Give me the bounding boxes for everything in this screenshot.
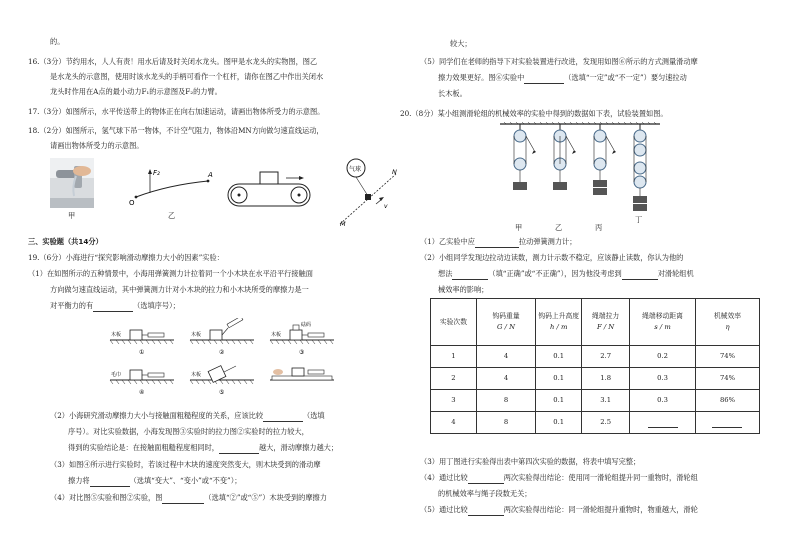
q18-line2: 请画出物体所受力的示意图。 (50, 141, 144, 150)
q19-3-text-a: 擦力将 (68, 476, 90, 485)
q19-3-line2 (68, 475, 241, 487)
pulley-label-ding: 丁 (635, 215, 643, 224)
q19-5-text-b: （选填“一定”或“不一定”）要匀速拉动 (564, 73, 687, 82)
table-row (431, 390, 760, 412)
cell: 8 (476, 412, 535, 434)
pulley-yi (553, 124, 576, 190)
q19-4-text-b: （选填“②”或“⑤”）木块受到的摩擦力 (204, 493, 327, 502)
pulley-label-bing: 丙 (595, 223, 603, 232)
cell: 0.2 (630, 346, 696, 368)
continuation-line-right: 较大； (450, 39, 472, 48)
answer-blank-q19-1[interactable] (93, 300, 133, 312)
q20-5-text-a: （5）通过比较 (420, 505, 468, 514)
svg-text:①: ① (139, 349, 145, 356)
table-row (431, 412, 760, 434)
q20-title: 20.（8分）某小组测滑轮组的机械效率的实验中得到的数据如下表，试验装置如图。 (400, 109, 668, 118)
q20-1-line (420, 236, 576, 248)
q20-5-text-b: 两次实验得出结论：同一滑轮组提升重物时，物重越大，滑轮 (503, 505, 698, 514)
svg-text:毛巾: 毛巾 (111, 372, 122, 378)
fig-label-yi: 乙 (168, 211, 176, 220)
cell: 2 (431, 368, 477, 390)
cell: 1.8 (582, 368, 630, 390)
fig2 (190, 318, 254, 356)
label-O: O (129, 199, 135, 205)
q19-2-line2: 序号）。对比实验数据，小海发现图③实验时的拉力图②实验时的拉力较大， (68, 427, 309, 436)
q20-2-line3: 械效率的影响； (438, 285, 489, 294)
answer-cell-efficiency[interactable] (695, 412, 759, 434)
cell: 0.1 (536, 390, 582, 412)
pulley-figures (500, 122, 660, 222)
label-F2: F₂ (153, 169, 160, 177)
faucet-photo (50, 158, 94, 208)
answer-blank-q19-4[interactable] (162, 492, 204, 504)
cell: 1 (431, 346, 477, 368)
fig1 (110, 330, 174, 356)
cell: 74% (695, 368, 759, 390)
q19-2-text-b: （选填 (303, 411, 325, 420)
q19-title: 19.（6分）小海进行“探究影响滑动摩擦力大小的因素”实验： (28, 253, 224, 262)
label-N: N (392, 168, 397, 176)
q19-2-line3 (68, 442, 338, 454)
cell: 4 (431, 412, 477, 434)
q17-text: 17.（3分）如图所示，水平传送带上的物体正在向右加速运动，请画出物体所受力的示意图。 (28, 107, 325, 116)
pulley-label-jia: 甲 (515, 223, 523, 232)
cell: 3 (431, 390, 477, 412)
svg-text:木板: 木板 (111, 332, 122, 338)
q20-2-line2 (438, 268, 694, 280)
answer-blank-q20-4[interactable] (468, 472, 504, 484)
q16-line1: 16.（3分）节约用水，人人有责！用水后请及时关闭水龙头。图甲是水龙头的实物图，图乙 (28, 57, 318, 66)
q19-4-text-a: （4）对比图⑤实验和图②实验，图 (50, 493, 163, 502)
answer-blank-q20-2b[interactable] (622, 268, 658, 280)
q20-1-text-b: 拉动弹簧测力计； (518, 237, 577, 246)
cell: 86% (695, 390, 759, 412)
svg-text:木板: 木板 (191, 372, 202, 378)
q19-3-line1: （3）如图④所示进行实验时，若该过程中木块的速度突然变大，则木块受到的滑动摩 (50, 460, 321, 469)
cell: 0.3 (630, 368, 696, 390)
answer-blank-q19-3[interactable] (90, 475, 130, 487)
q19-1-line1: （1）在如图所示的五种情景中，小海用弹簧测力计拉着同一个小木块在水平沿平行接触面 (28, 269, 313, 278)
label-v: v (384, 203, 388, 210)
cell: 0.1 (536, 368, 582, 390)
continuation-line: 的。 (50, 37, 65, 46)
balloon-diagram (338, 156, 398, 228)
svg-text:木板: 木板 (191, 332, 202, 338)
cell: 0.1 (536, 346, 582, 368)
q16-line3: 龙头时作用在A点的最小动力F₁的示意图及F₂的力臂。 (50, 87, 222, 96)
q20-4-line2: 的机械效率与绳子段数无关； (438, 489, 532, 498)
q19-4-line1 (50, 492, 327, 504)
th-distance: 绳端移动距离 s / m (630, 299, 696, 346)
q20-4-text-a: （4）通过比较 (420, 473, 468, 482)
q19-1-text-b: （选填序号）； (133, 301, 180, 310)
friction-figures (108, 318, 338, 398)
cell: 3.1 (582, 390, 630, 412)
pulley-bing (593, 124, 616, 195)
q19-1-text-a: 对平衡力的有 (50, 301, 94, 310)
table-row (431, 368, 760, 390)
q20-2-text-b: （填“正确”或“不正确”），因为他没考虑到 (488, 269, 622, 278)
svg-text:④: ④ (139, 389, 145, 396)
q20-2-line1: （2）小组同学发现边拉动边读数，测力计示数不稳定，应该静止读数，你认为他的 (420, 253, 684, 262)
th-pull: 绳端拉力 F / N (582, 299, 630, 346)
cell: 4 (476, 346, 535, 368)
q20-5-line1 (420, 504, 698, 516)
cell: 0.1 (536, 412, 582, 434)
svg-text:③: ③ (299, 349, 305, 356)
svg-text:②: ② (219, 349, 225, 356)
pulley-ding (633, 124, 647, 211)
table-row (431, 346, 760, 368)
q19-1-line3 (50, 300, 180, 312)
fig6 (270, 368, 334, 380)
q20-3-line: （3）用丁图进行实验得出表中第四次实验的数据，将表中填写完整； (420, 457, 641, 466)
q19-5-line2 (438, 72, 687, 84)
q19-2-line1 (50, 410, 325, 422)
answer-cell-distance[interactable] (630, 412, 696, 434)
fig-label-jia: 甲 (68, 211, 76, 220)
table-header-row (431, 299, 760, 346)
q20-1-text-a: （1）乙实验中应 (420, 237, 475, 246)
label-M: M (340, 220, 346, 228)
th-trial: 实验次数 (431, 299, 477, 346)
q18-line1: 18.（2分）如图所示，氢气球下吊一物体，不计空气阻力，物体沿MN方向做匀速直线运动， (28, 126, 324, 135)
q20-4-text-b: 两次实验得出结论：使用同一滑轮组提升同一重物时，滑轮组 (503, 473, 698, 482)
cell: 4 (476, 368, 535, 390)
q19-2-text-c: 得到的实验结论是：在接触面粗糙程度相同时， (68, 443, 219, 452)
label-A: A (208, 171, 213, 179)
q16-line2: 是水龙头的示意图，使用时该水龙头的手柄可看作一个杠杆，请你在图乙中作出关闭水 (50, 72, 324, 81)
q19-5-line1: （5）同学们在老师的指导下对实验装置进行改进，发现用如图⑥所示的方式测量滑动摩 (420, 57, 698, 66)
q19-2-text-a: （2）小海研究滑动摩擦力大小与接触面粗糙程度的关系，应该比较 (50, 411, 264, 420)
cell: 74% (695, 346, 759, 368)
th-weight: 钩码重量 G / N (476, 299, 535, 346)
q19-5-line3: 长木板。 (438, 89, 467, 98)
answer-blank-q20-1[interactable] (475, 236, 519, 248)
q20-2-text-a: 想法 (438, 269, 453, 278)
cell: 8 (476, 390, 535, 412)
q19-5-text-a: 擦力效果更好。图⑥实验中 (438, 73, 525, 82)
q19-1-line2: 方向做匀速直线运动，其中弹簧测力计对小木块的拉力和小木块所受的摩擦力是一 (50, 285, 309, 294)
svg-text:砝码: 砝码 (301, 322, 312, 328)
cell: 2.5 (582, 412, 630, 434)
q20-4-line1 (420, 472, 698, 484)
answer-blank-q19-2[interactable] (263, 410, 303, 422)
q20-2-text-c: 对滑轮组机 (657, 269, 694, 278)
conveyor-diagram (224, 170, 314, 214)
answer-blank-q19-2b[interactable] (219, 442, 259, 454)
svg-text:⑤: ⑤ (219, 389, 225, 396)
th-height: 钩码上升高度 h / m (536, 299, 582, 346)
fig3 (270, 321, 334, 356)
fig4 (110, 370, 174, 396)
svg-text:木板: 木板 (271, 332, 282, 338)
section-title-experiments: 三、实验题（共14分） (28, 237, 103, 246)
pulley-label-yi: 乙 (555, 223, 563, 232)
th-efficiency: 机械效率 η (695, 299, 759, 346)
answer-blank-q20-5[interactable] (468, 504, 504, 516)
lever-diagram (128, 165, 218, 205)
experiment-table (430, 298, 760, 434)
q19-2-text-d: 越大，滑动摩擦力越大； (258, 443, 339, 452)
cell: 0.3 (630, 390, 696, 412)
answer-blank-q20-2a[interactable] (452, 268, 488, 280)
answer-blank-q19-5[interactable] (524, 72, 564, 84)
cell: 2.7 (582, 346, 630, 368)
balloon-text: 气球 (349, 166, 362, 173)
pulley-jia (513, 124, 536, 190)
q19-3-text-b: （选填“变大”、“变小”或“不变”）； (129, 476, 242, 485)
fig5 (190, 366, 254, 396)
